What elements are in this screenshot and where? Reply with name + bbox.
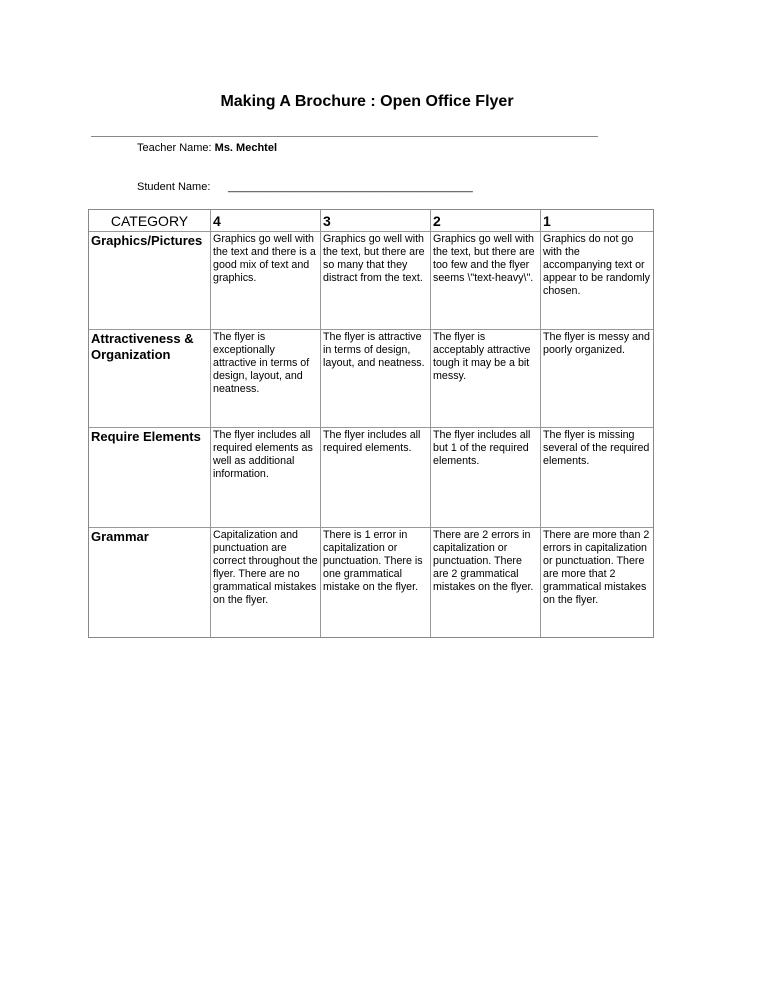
category-graphics-pictures: Graphics/Pictures xyxy=(89,232,211,330)
category-grammar: Grammar xyxy=(89,528,211,637)
criteria-cell: There are more than 2 errors in capitalization or punctuation. There are more that 2 grammatical mistakes on the flyer. xyxy=(543,529,650,606)
title-divider xyxy=(91,136,598,137)
student-name-line xyxy=(137,181,473,193)
header-category: CATEGORY xyxy=(89,210,211,232)
teacher-name-line xyxy=(137,142,277,154)
criteria-cell: The flyer is acceptably attractive tough it may be a bit messy. xyxy=(431,330,541,428)
category-require-elements: Require Elements xyxy=(89,428,211,528)
table-row xyxy=(89,232,653,330)
criteria-cell: The flyer includes all but 1 of the required elements. xyxy=(431,428,541,528)
criteria-cell: Graphics go well with the text and there is a good mix of text and graphics. xyxy=(211,232,321,330)
table-row xyxy=(89,428,653,528)
student-name-blank: ________________________________________ xyxy=(228,181,473,193)
header-score-3: 3 xyxy=(321,210,431,232)
rubric-table xyxy=(88,209,654,638)
criteria-cell: Capitalization and punctuation are correct throughout the flyer. There are no grammatical mistakes on the flyer. xyxy=(211,528,321,637)
rubric-header-row xyxy=(89,210,653,232)
teacher-name-value: Ms. Mechtel xyxy=(214,142,278,154)
criteria-cell: The flyer is attractive in terms of design, layout, and neatness. xyxy=(321,330,431,428)
criteria-cell: Graphics go well with the text, but there are so many that they distract from the text. xyxy=(321,232,431,330)
criteria-cell: Graphics do not go with the accompanying text or appear to be randomly chosen. xyxy=(541,232,653,330)
table-row xyxy=(89,528,653,637)
criteria-cell: The flyer is missing several of the required elements. xyxy=(541,428,653,528)
header-score-2: 2 xyxy=(431,210,541,232)
criteria-cell: The flyer is messy and poorly organized. xyxy=(541,330,653,428)
student-name-label: Student Name: xyxy=(137,181,211,193)
criteria-cell: The flyer is exceptionally attractive in terms of design, layout, and neatness. xyxy=(211,330,321,428)
table-row xyxy=(89,330,653,428)
header-score-1: 1 xyxy=(541,210,653,232)
criteria-cell: The flyer includes all required elements as well as additional information. xyxy=(211,428,321,528)
teacher-name-label: Teacher Name: xyxy=(137,142,212,154)
criteria-cell: Graphics go well with the text, but there are too few and the flyer seems \"text-heavy\". xyxy=(431,232,541,330)
header-score-4: 4 xyxy=(211,210,321,232)
criteria-cell: There is 1 error in capitalization or punctuation. There is one grammatical mistake on the flyer. xyxy=(321,528,431,637)
criteria-cell: There are 2 errors in capitalization or punctuation. There are 2 grammatical mistakes on the flyer. xyxy=(431,528,541,637)
page-title: Making A Brochure : Open Office Flyer xyxy=(220,93,514,110)
criteria-cell: The flyer includes all required elements. xyxy=(321,428,431,528)
category-attractiveness-organization: Attractiveness & Organization xyxy=(89,330,211,428)
